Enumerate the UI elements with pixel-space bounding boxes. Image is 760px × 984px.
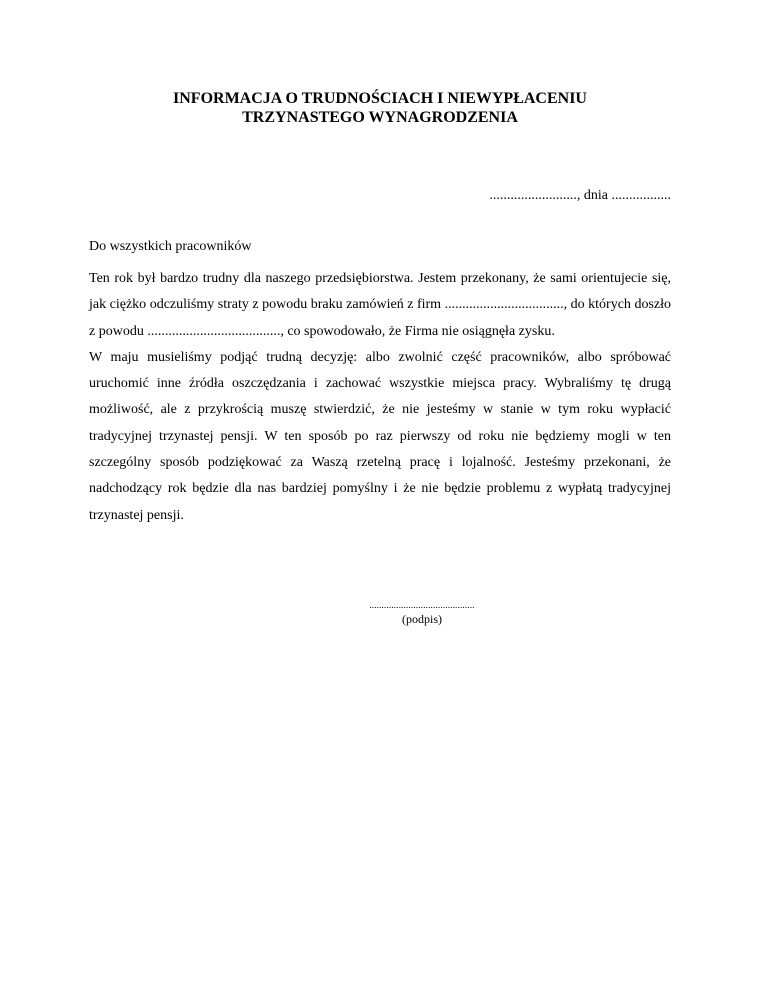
salutation: Do wszystkich pracowników <box>89 239 252 254</box>
document-title <box>88 89 672 127</box>
title-line-1: INFORMACJA O TRUDNOŚCIACH I NIEWYPŁACENIU <box>173 90 587 107</box>
paragraph-1: Ten rok był bardzo trudny dla naszego przedsiębiorstwa. Jestem przekonany, że sami orientujecie się, jak ciężko odczuliśmy straty z powodu braku zamówień z firm .................................., do których doszło z powodu ......................................, co spowodowało, że Firma nie osiągnęła zysku. <box>89 271 671 339</box>
title-line-2: TRZYNASTEGO WYNAGRODZENIA <box>242 109 518 126</box>
signature-line: ........................................... <box>369 600 475 610</box>
signature-label: (podpis) <box>402 612 442 626</box>
signature-block <box>322 599 522 627</box>
paragraph-2: W maju musieliśmy podjąć trudną decyzję: albo zwolnić część pracowników, albo spróbować uruchomić inne źródła oszczędzania i zachować wszystkie miejsca pracy. Wybraliśmy tę drugą możliwość, ale z przykrością muszę stwierdzić, że nie jesteśmy w stanie w tym roku wypłacić tradycyjnej trzynastej pensji. W ten sposób po raz pierwszy od roku nie będziemy mogli w ten szczególny sposób podziękować za Waszą rzetelną pracę i lojalność. Jesteśmy przekonani, że nadchodzący rok będzie dla nas bardziej pomyślny i że nie będzie problemu z wypłatą tradycyjnej trzynastej pensji. <box>89 349 671 523</box>
date-line: ........................., dnia ................. <box>489 188 671 203</box>
body-text <box>89 266 671 529</box>
